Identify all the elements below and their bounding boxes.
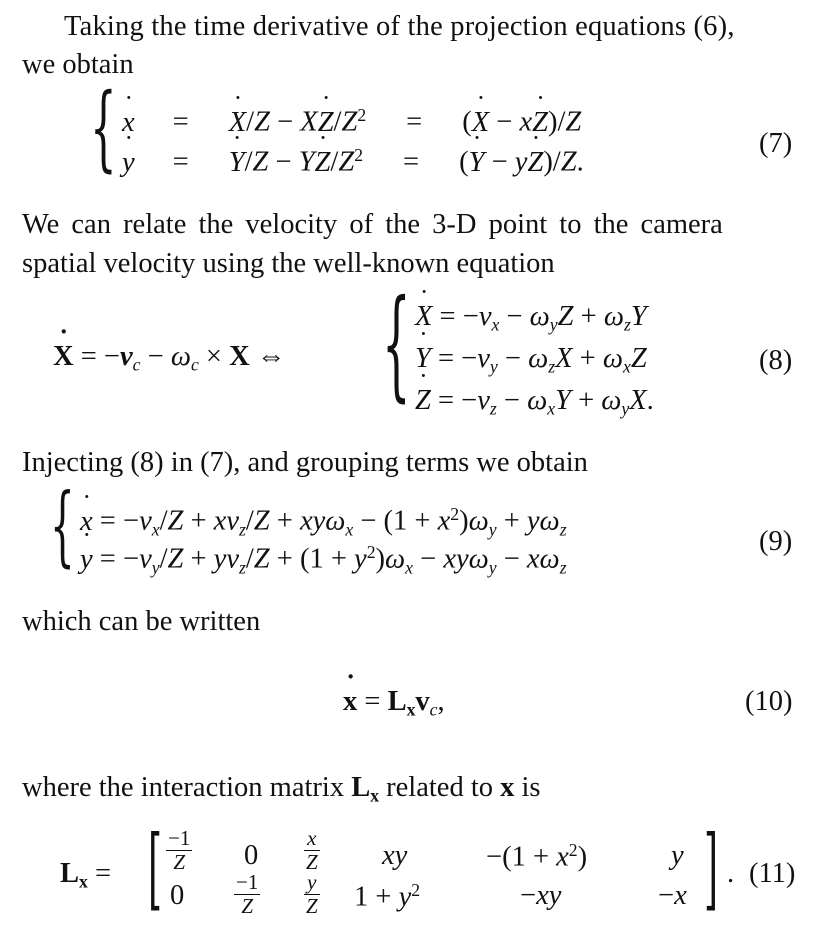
eq8-row3: Z ˙ = $-v_z - \omega_xY + \omega_yX$. [415,387,654,418]
eq7-row1: x ˙ = X ˙/Z − XZ $˙/Z^2 = (X$ ˙ − xZ ˙)/Z [122,107,581,137]
eq9-row1: x ˙ = $-v_x/Z + xv_z/Z + xy\omega_x - (1 + x^2)\omega_y + y\omega_z$ [80,506,567,539]
left-brace-9: { [50,477,75,579]
left-bracket-11: [ [148,819,163,923]
left-brace-7: { [90,75,117,185]
equation-number-11: (11) [749,858,796,889]
equation-number-8: (8) [759,345,793,376]
equation-9 [0,477,837,588]
eq11-period: . [727,858,735,889]
eq11-row2: 0 $\frac{-1}{Z}$ $\frac{y}{Z}$ $1 + y^2$ −xy −x [170,870,687,918]
para-where-part2: related to [379,772,501,803]
eq10-body: x ˙ = $L_xv_c$, [343,688,445,719]
equation-11 [0,819,837,940]
left-brace-8: { [382,277,411,417]
eq8-row1: X ˙ = $-v_x - \omega_yZ + \omega_zY$ [415,303,647,334]
para-which: which can be written [22,606,261,637]
right-bracket-11: ] [704,819,719,923]
para-where-part1: where the interaction matrix [22,772,352,803]
para-where-part3: is [514,772,541,803]
equation-7 [0,75,837,190]
para-taking-line2: we obtain [22,49,134,80]
equation-8 [0,277,837,425]
para-relate-line2: spatial velocity using the well-known equation [22,248,555,279]
eq7-row2: y ˙ = Y ˙/Z − YZ $˙/Z^2 = (Y$ ˙ − yZ ˙)/Z. [122,147,584,177]
equation-number-7: (7) [759,128,793,159]
eq9-row2: y ˙ = $-v_y/Z + yv_z/Z + (1 + y^2)\omega_x - xy\omega_y - x\omega_z$ [80,544,567,577]
equation-number-10: (10) [745,686,793,717]
para-where: where the interaction matrix $L_x$ related to x is [22,772,541,806]
equation-number-9: (9) [759,526,793,557]
eq11-row1: $\frac{-1}{Z}$ 0 $\frac{x}{Z}$ xy $-(1 + x^2)$ y [168,826,684,874]
equation-10 [0,680,837,730]
para-injecting: Injecting (8) in (7), and grouping terms we obtain [22,447,588,478]
para-relate-line1: We can relate the velocity of the 3-D point to the camera [22,209,723,240]
eq8-lhs: X ˙ = $-v_c - \omega_c \times X$ ⇔ [53,343,285,374]
eq8-row2: Y ˙ = $-v_y - \omega_zX + \omega_xZ$ [415,345,647,376]
para-taking-line1: Taking the time derivative of the projection equations (6), [64,11,735,42]
eq11-lhs: $L_x$ = [60,858,112,892]
